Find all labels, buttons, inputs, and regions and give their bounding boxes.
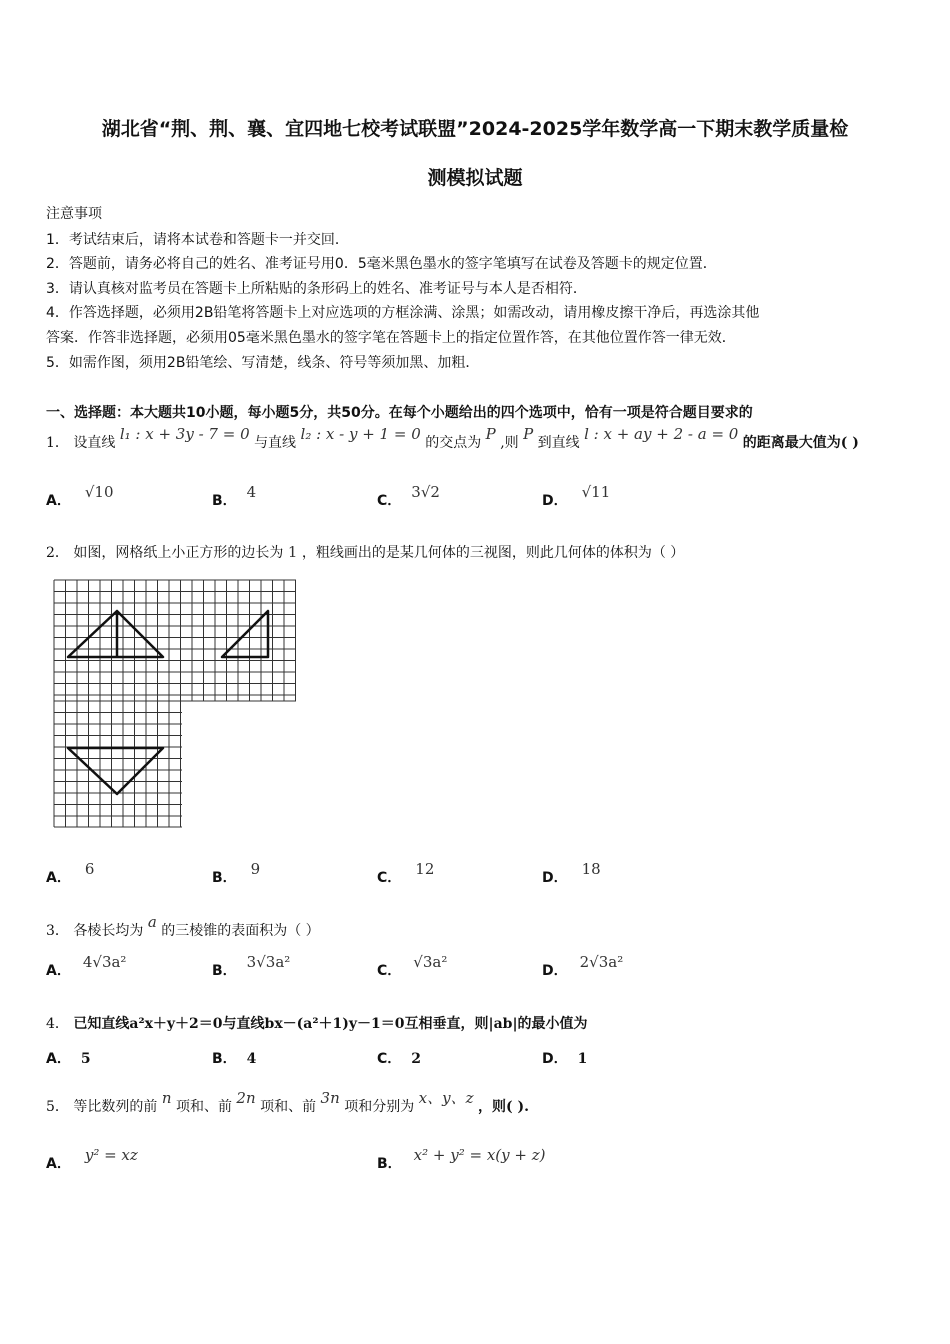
question-2 [46, 542, 684, 562]
option-d: D． 18 [542, 860, 601, 886]
notice-item: 3．请认真核对监考员在答题卡上所粘贴的条形码上的姓名、准考证号与本人是否相符． [46, 281, 587, 297]
question-text: 已知直线a²x＋y＋2＝0与直线bx－(a²＋1)y－1＝0互相垂直，则|ab|的最小值为 [73, 1016, 588, 1032]
option-c: C． 12 [377, 860, 435, 886]
option-b: B． 3√3a² [212, 953, 291, 979]
question-5 [46, 1089, 529, 1116]
notice-item: 1．考试结束后，请将本试卷和答题卡一并交回． [46, 232, 349, 248]
notice-item: 2．答题前，请务必将自己的姓名、准考证号用0．5毫米黑色墨水的签字笔填写在试卷及答题卡的规定位置． [46, 256, 717, 272]
question-text: ，则( ). [477, 1099, 529, 1115]
question-number: 5． [46, 1099, 69, 1115]
math-expression: l₂ : x - y + 1 = 0 [300, 425, 421, 443]
question-text: 各棱长均为 [73, 923, 144, 939]
option-b: B． 9 [212, 860, 261, 886]
question-number: 2． [46, 545, 69, 561]
math-expression: x、y、z [418, 1089, 474, 1107]
math-expression: 2n [236, 1089, 256, 1107]
question-text: ，粗线画出的是某几何体的三视图，则此几何体的体积为（ ） [301, 545, 685, 561]
notice-item: 答案．作答非选择题，必须用05毫米黑色墨水的签字笔在答题卡上的指定位置作答，在其他位置作答一律无效． [46, 330, 736, 346]
question-1 [46, 425, 859, 452]
notice-item: 5．如需作图，须用2B铅笔绘、写清楚，线条、符号等须加黑、加粗． [46, 355, 480, 371]
question-number: 3． [46, 923, 69, 939]
option-b: B． 4 [212, 483, 257, 509]
math-expression: 1 [287, 543, 298, 561]
option-a: A． 4√3a² [46, 953, 127, 979]
option-a: A． 6 [46, 860, 95, 886]
question-text: 到直线 [537, 435, 580, 451]
option-a: A． √10 [46, 483, 114, 509]
question-3 [46, 913, 320, 940]
page-title-line1: 湖北省“荆、荆、襄、宜四地七校考试联盟”2024-2025学年数学高一下期末教学质量检 [101, 118, 849, 140]
page-title-line2: 测模拟试题 [427, 167, 523, 189]
question-number: 4． [46, 1016, 69, 1032]
question-text: ,则 [500, 435, 519, 451]
question-text: 与直线 [254, 435, 297, 451]
option-c: C． 2 [377, 1051, 422, 1067]
section-heading: 一、选择题：本大题共10小题，每小题5分，共50分。在每个小题给出的四个选项中，恰有一项是符合题目要求的 [46, 405, 753, 421]
math-expression: l₁ : x + 3y - 7 = 0 [119, 425, 250, 443]
option-a: A． 5 [46, 1051, 91, 1067]
question-text: 如图，网格纸上小正方形的边长为 [73, 545, 284, 561]
math-expression: P [523, 425, 534, 443]
option-c: C． 3√2 [377, 483, 440, 509]
option-c: C． √3a² [377, 953, 448, 979]
question-text: 等比数列的前 [73, 1099, 158, 1115]
question-text: 项和、前 [175, 1099, 232, 1115]
three-view-figure [46, 576, 302, 832]
math-expression: 3n [320, 1089, 340, 1107]
option-b: B． 4 [212, 1051, 257, 1067]
question-text: 的三棱锥的表面积为（ ） [161, 923, 320, 939]
option-d: D． 1 [542, 1051, 588, 1067]
math-expression: n [161, 1089, 172, 1107]
option-b: B． x² + y² = x(y + z) [377, 1146, 546, 1172]
question-text: 项和、前 [260, 1099, 317, 1115]
notice-item: 4．作答选择题，必须用2B铅笔将答题卡上对应选项的方框涂满、涂黑；如需改动，请用橡皮擦干净后，再选涂其他 [46, 305, 760, 321]
option-d: D． 2√3a² [542, 953, 624, 979]
option-d: D． √11 [542, 483, 611, 509]
question-text: 的距离最大值为( ) [742, 435, 859, 451]
question-4 [46, 1013, 588, 1033]
math-expression: a [147, 913, 157, 931]
math-expression: l : x + ay + 2 - a = 0 [584, 425, 739, 443]
math-expression: P [485, 425, 496, 443]
question-text: 设直线 [73, 435, 116, 451]
question-text: 的交点为 [425, 435, 482, 451]
question-number: 1． [46, 435, 69, 451]
notice-heading: 注意事项 [46, 206, 102, 222]
question-text: 项和分别为 [344, 1099, 415, 1115]
option-a: A． y² = xz [46, 1146, 138, 1172]
